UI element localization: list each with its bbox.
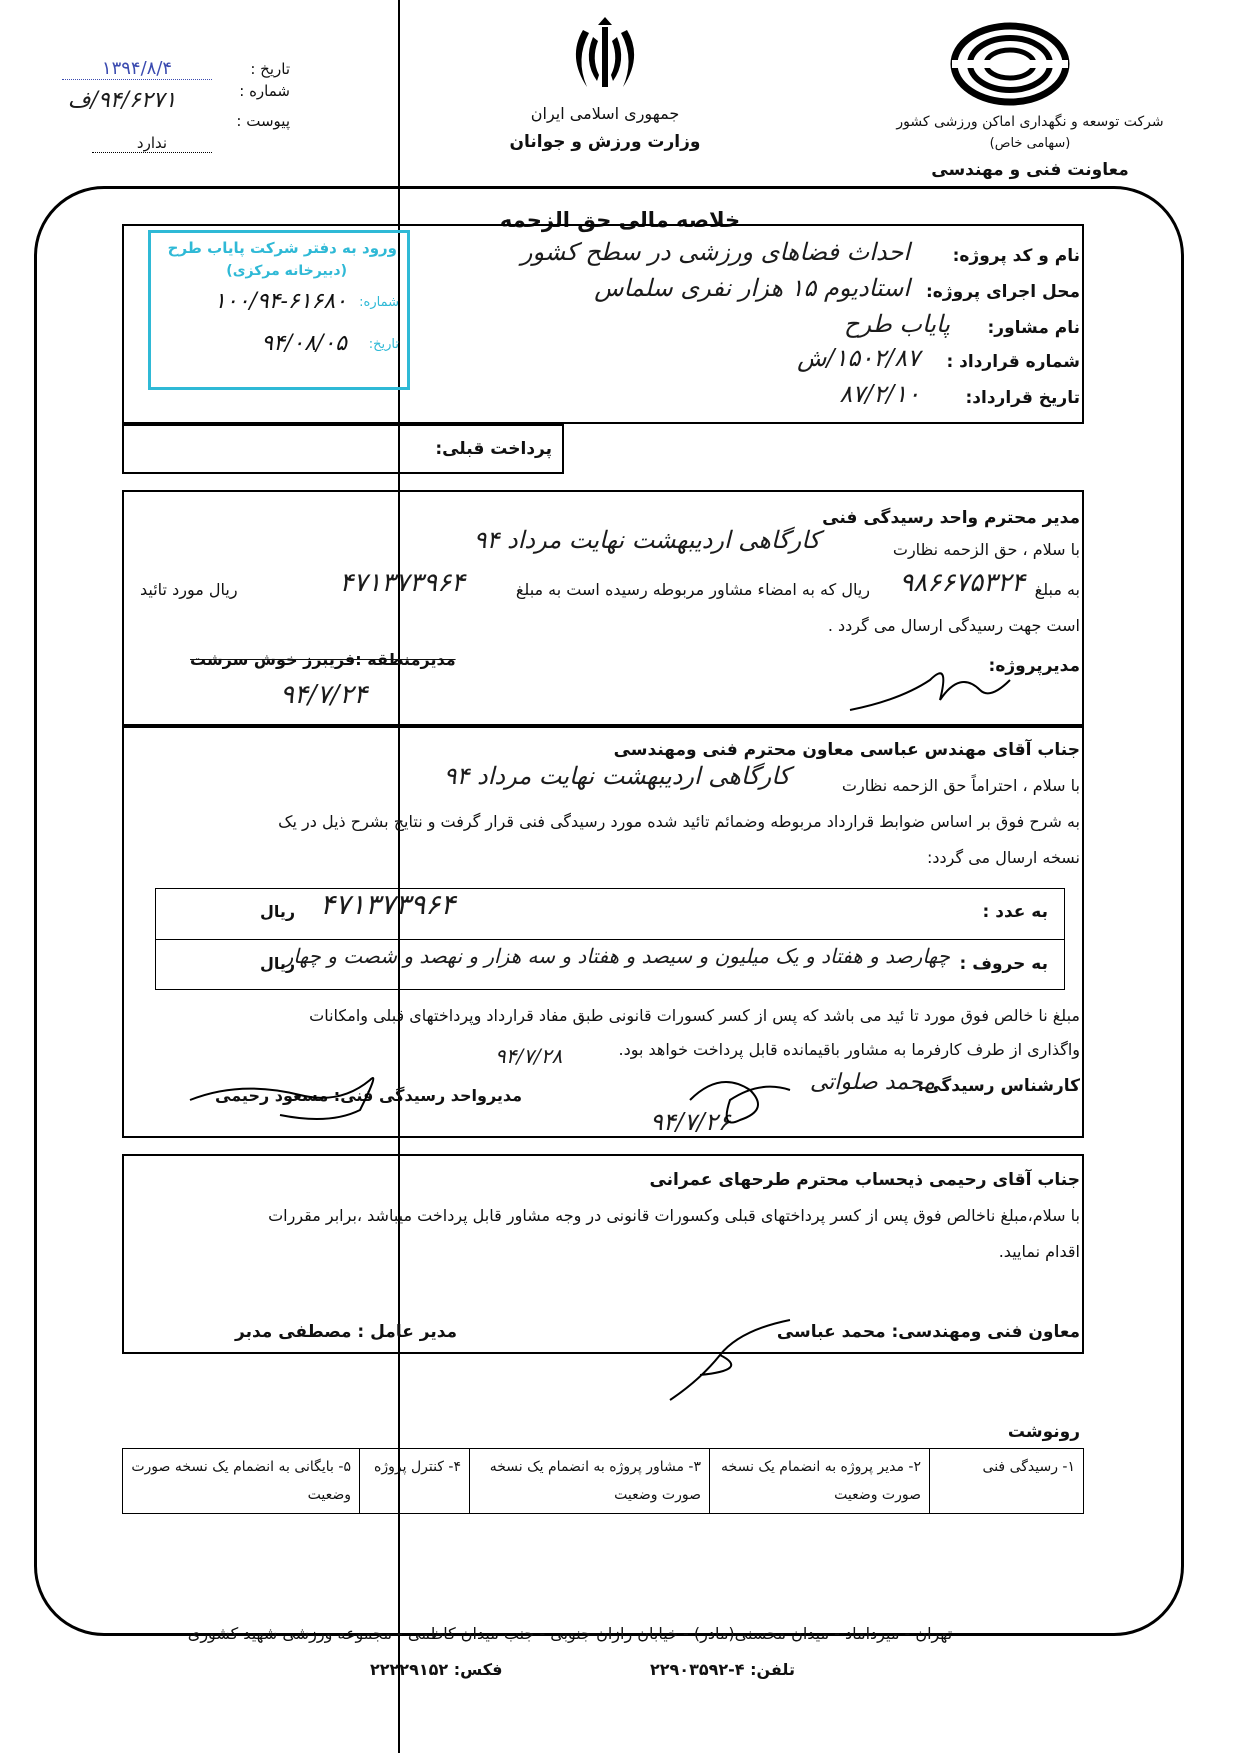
cc-item-3: ۳- مشاور پروژه به انضمام یک نسخه صورت وضعیت [469,1449,709,1513]
cc-table [122,1448,1084,1514]
company-type: (سهامی خاص) [989,136,1071,151]
deputy-signatory: معاون فنی ومهندسی: محمد عباسی [776,1322,1080,1342]
review-expert-label: کارشناس رسیدگی: [917,1076,1080,1096]
stamp-number-value: ۱۰۰/۹۴-۶۱۶۸۰ [213,289,347,314]
section1-amount-claimed: ۹۸۶۶۷۵۳۲۴ [899,568,1025,598]
project-location-value: استادیوم ۱۵ هزار نفری سلماس [594,274,910,302]
section1-line3: است جهت رسیدگی ارسال می گردد . [827,616,1080,635]
section1-amount-prefix: به مبلغ [1034,580,1080,599]
stamp-number-label: شماره: [359,295,399,310]
contract-date-label: تاریخ قرارداد: [965,388,1080,408]
iran-emblem-icon [563,15,647,99]
previous-payment-label: پرداخت قبلی: [435,439,552,459]
attachment-value: ندارد [92,134,212,153]
republic-name: جمهوری اسلامی ایران [530,104,680,123]
contract-date-value: ۸۷/۲/۱۰ [839,380,920,408]
words-rial: ریال [260,954,296,973]
form-title: خلاصه مالی حق الزحمه [499,208,741,232]
section1-amount-mid: ریال که به امضاء مشاور مربوطه رسیده است به مبلغ [515,580,870,599]
review-expert-name: محمد صلواتی [809,1070,935,1095]
section2-line2: به شرح فوق بر اساس ضوابط قرارداد مربوطه وضمائم تائید شده مورد رسیدگی فنی قرار گرفت و نتایج بشرح ذیل در یک [278,812,1080,831]
ceo-signatory: مدیر عامل : مصطفی مدبر [235,1322,458,1342]
cc-item-5: ۵- بایگانی به انضمام یک نسخه صورت وضعیت [131,1459,351,1503]
unit-manager-date: ۹۴/۷/۲۸ [495,1044,563,1068]
words-amount-label: به حروف : [959,954,1048,974]
numeric-amount-value: ۴۷۱۳۷۳۹۶۴ [320,888,456,921]
footer-phone: تلفن: ۴-۲۲۹۰۳۵۹۲ [650,1660,795,1679]
footer-fax: فکس: ۲۲۲۲۹۱۵۲ [370,1660,503,1679]
attachment-label: پیوست : [236,112,290,130]
previous-payment-box [122,424,564,474]
stamp-line2: (دبیرخانه مرکزی) [226,263,347,279]
contract-number-value: ۱۵۰۲/۸۷/ش [797,344,920,372]
stamp-date-value: ۹۴/۰۸/۰۵ [261,331,347,356]
project-manager-signature-icon [840,640,1020,720]
consultant-label: نام مشاور: [987,318,1080,338]
section3-line1: با سلام،مبلغ ناخالص فوق پس از کسر پرداختهای قبلی وکسورات قانونی در وجه مشاور قابل پرداخت میباشد ،برابر مقررات [268,1206,1080,1225]
project-manager-label: مدیرپروژه: [988,656,1080,676]
department-name: معاونت فنی و مهندسی [931,160,1129,180]
company-logo-icon [950,22,1070,106]
region-manager: مدیرمنطقه :فریبرز خوش سرشت [190,650,456,669]
numeric-rial: ریال [260,902,296,921]
section2-line1-prefix: با سلام ، احتراماً حق الزحمه نظارت [841,776,1080,795]
region-manager-date: ۹۴/۷/۲۴ [280,680,368,710]
section1-line1-prefix: با سلام ، حق الزحمه نظارت [892,540,1080,559]
footer-address: تهران - میرداماد - میدان محسنی(مادر) - خیابان رازان جنوبی - جنب میدان کاظمی - مجموعه ورزشی شهید کشوری [187,1624,953,1643]
deputy-signature-icon [640,1300,800,1410]
section1-amount-suffix: ریال مورد تائید [140,580,238,599]
section2-heading: جناب آقای مهندس عباسی معاون محترم فنی ومهندسی [613,740,1080,760]
cc-item-1: ۱- رسیدگی فنی [929,1449,1083,1513]
review-expert-date: ۹۴/۷/۲۶ [650,1108,731,1136]
cc-label: رونوشت [1007,1422,1080,1442]
project-name-value: احداث فضاهای ورزشی در سطح کشور [520,238,910,266]
stamp-date-label: تاریخ: [368,337,399,352]
company-name: شرکت توسعه و نگهداری اماکن ورزشی کشور [896,114,1164,130]
consultant-value: پایاب طرح [843,310,950,338]
section3-line2: اقدام نمایید. [998,1242,1080,1261]
section1-amount-approved: ۴۷۱۳۷۳۹۶۴ [339,568,465,598]
net-amount-line2: واگذاری از طرف کارفرما به مشاور باقیمانده قابل پرداخت خواهد بود. [618,1040,1080,1059]
numeric-amount-label: به عدد : [982,902,1048,922]
words-amount-value: چهارصد و هفتاد و یک میلیون و سیصد و هفتاد و سه هزار و نهصد و شصت و چهار [283,944,950,968]
stamp-line1: ورود به دفتر شرکت پایاب طرح [167,239,397,257]
section3-heading: جناب آقای رحیمی ذیحساب محترم طرحهای عمرانی [649,1170,1080,1190]
section2-line3: نسخه ارسال می گردد: [927,848,1080,867]
project-name-label: نام و کد پروژه: [952,246,1080,266]
section1-heading: مدیر محترم واحد رسیدگی فنی [822,508,1080,528]
number-value: ۹۴/۶۲۷۱/ف [67,88,177,113]
section1-line1-hand: کارگاهی اردیبهشت نهایت مرداد ۹۴ [473,526,820,554]
received-stamp [148,230,410,390]
cc-item-4: ۴- کنترل پروژه [359,1449,469,1513]
unit-manager-signature-icon [180,1060,400,1130]
review-expert-signature-icon [680,1060,800,1140]
unit-manager: مدیرواحد رسیدگی فنی: مسعود رحیمی [215,1086,523,1105]
cc-item-2: ۲- مدیر پروژه به انضمام یک نسخه صورت وضعیت [709,1449,929,1513]
date-label: تاریخ : [250,60,290,78]
project-location-label: محل اجرای پروژه: [926,282,1080,302]
number-label: شماره : [239,82,290,100]
contract-number-label: شماره قرارداد : [946,352,1080,372]
net-amount-line1: مبلغ نا خالص فوق مورد تا ئید می باشد که پس از کسر کسورات قانونی طبق مفاد قرارداد وپرداختهای قبلی وامکانات [309,1006,1080,1025]
ministry-name: وزارت ورزش و جوانان [509,132,701,152]
date-value: ۱۳۹۴/۸/۴ [62,58,212,80]
section2-line1-hand: کارگاهی اردیبهشت نهایت مرداد ۹۴ [443,762,790,790]
